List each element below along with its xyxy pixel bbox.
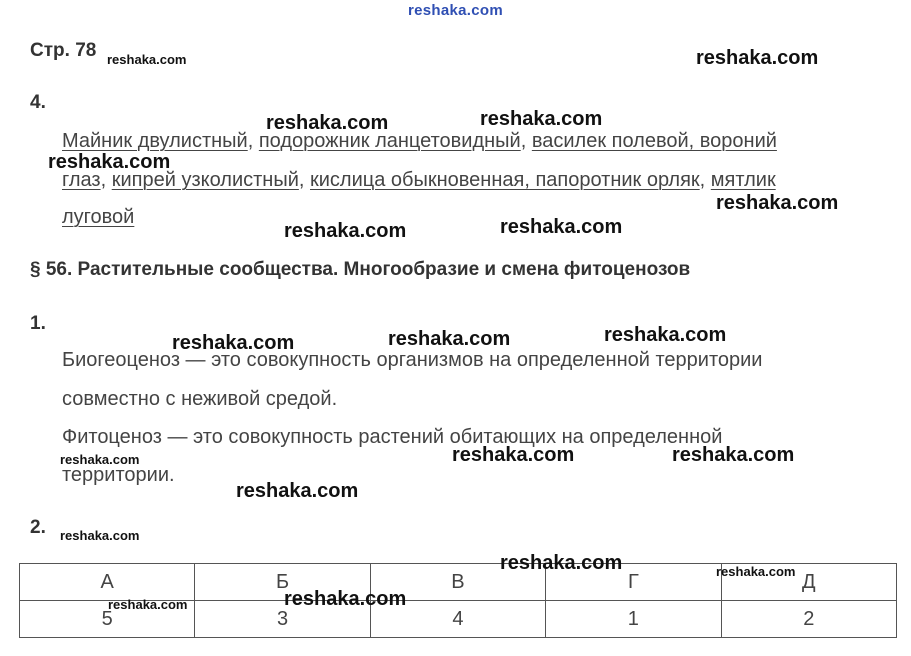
- watermark: reshaka.com: [388, 328, 511, 350]
- watermark: reshaka.com: [716, 564, 796, 579]
- table-value-cell: 5: [20, 601, 195, 638]
- table-header-cell: Д: [721, 564, 896, 601]
- watermark: reshaka.com: [716, 192, 839, 214]
- task-4-number: 4.: [30, 92, 46, 113]
- underlined-plant-name: василек полевой, вороний: [531, 130, 777, 152]
- table-header-cell: А: [20, 564, 195, 601]
- watermark: reshaka.com: [500, 216, 623, 238]
- watermark: reshaka.com: [604, 324, 727, 346]
- task-1-line-2: совместно с неживой средой.: [62, 388, 338, 410]
- watermark: reshaka.com: [107, 52, 187, 67]
- watermark: reshaka.com: [284, 588, 407, 610]
- table-value-cell: 4: [370, 601, 545, 638]
- watermark: reshaka.com: [236, 480, 359, 502]
- watermark: reshaka.com: [60, 528, 140, 543]
- task-1-line-1: Биогеоценоз — это совокупность организмов на определенной территории: [62, 349, 763, 371]
- underlined-plant-name: глаз: [62, 169, 101, 191]
- table-value-cell: 1: [546, 601, 721, 638]
- section-heading: § 56. Растительные сообщества. Многообразие и смена фитоценозов: [30, 259, 691, 280]
- page-reference: Стр. 78: [30, 40, 97, 61]
- separator: ,: [298, 169, 310, 191]
- task-2-number: 2.: [30, 517, 46, 538]
- task-4-line-3: [62, 206, 134, 229]
- watermark: reshaka.com: [480, 108, 603, 130]
- underlined-plant-name: луговой: [62, 206, 135, 228]
- table-value-cell: 3: [195, 601, 370, 638]
- watermark: reshaka.com: [284, 220, 407, 242]
- underlined-plant-name: кипрей узколистный: [111, 169, 299, 191]
- watermark: reshaka.com: [172, 332, 295, 354]
- task-4-line-1: [62, 130, 777, 153]
- separator: ,: [520, 130, 532, 152]
- separator: ,: [100, 169, 112, 191]
- underlined-plant-name: подорожник ланцетовидный: [258, 130, 521, 152]
- watermark: reshaka.com: [500, 552, 623, 574]
- task-1-line-4: территории.: [62, 464, 175, 486]
- underlined-plant-name: мятлик: [710, 169, 776, 191]
- table-header-cell: Б: [195, 564, 370, 601]
- table-header-cell: В: [370, 564, 545, 601]
- task-1-number: 1.: [30, 313, 46, 334]
- watermark: reshaka.com: [48, 151, 171, 173]
- site-header[interactable]: reshaka.com: [408, 2, 504, 19]
- task-1-line-3: Фитоценоз — это совокупность растений обитающих на определенной: [62, 426, 723, 448]
- underlined-plant-name: кислица обыкновенная, папоротник орляк: [310, 169, 700, 191]
- watermark: reshaka.com: [266, 112, 389, 134]
- watermark: reshaka.com: [672, 444, 795, 466]
- separator: ,: [699, 169, 711, 191]
- table-header-cell: Г: [546, 564, 721, 601]
- table-value-cell: 2: [721, 601, 896, 638]
- separator: ,: [247, 130, 259, 152]
- watermark: reshaka.com: [452, 444, 575, 466]
- watermark: reshaka.com: [108, 597, 188, 612]
- underlined-plant-name: Майник двулистный: [62, 130, 248, 152]
- watermark: reshaka.com: [60, 452, 140, 467]
- watermark: reshaka.com: [696, 47, 819, 69]
